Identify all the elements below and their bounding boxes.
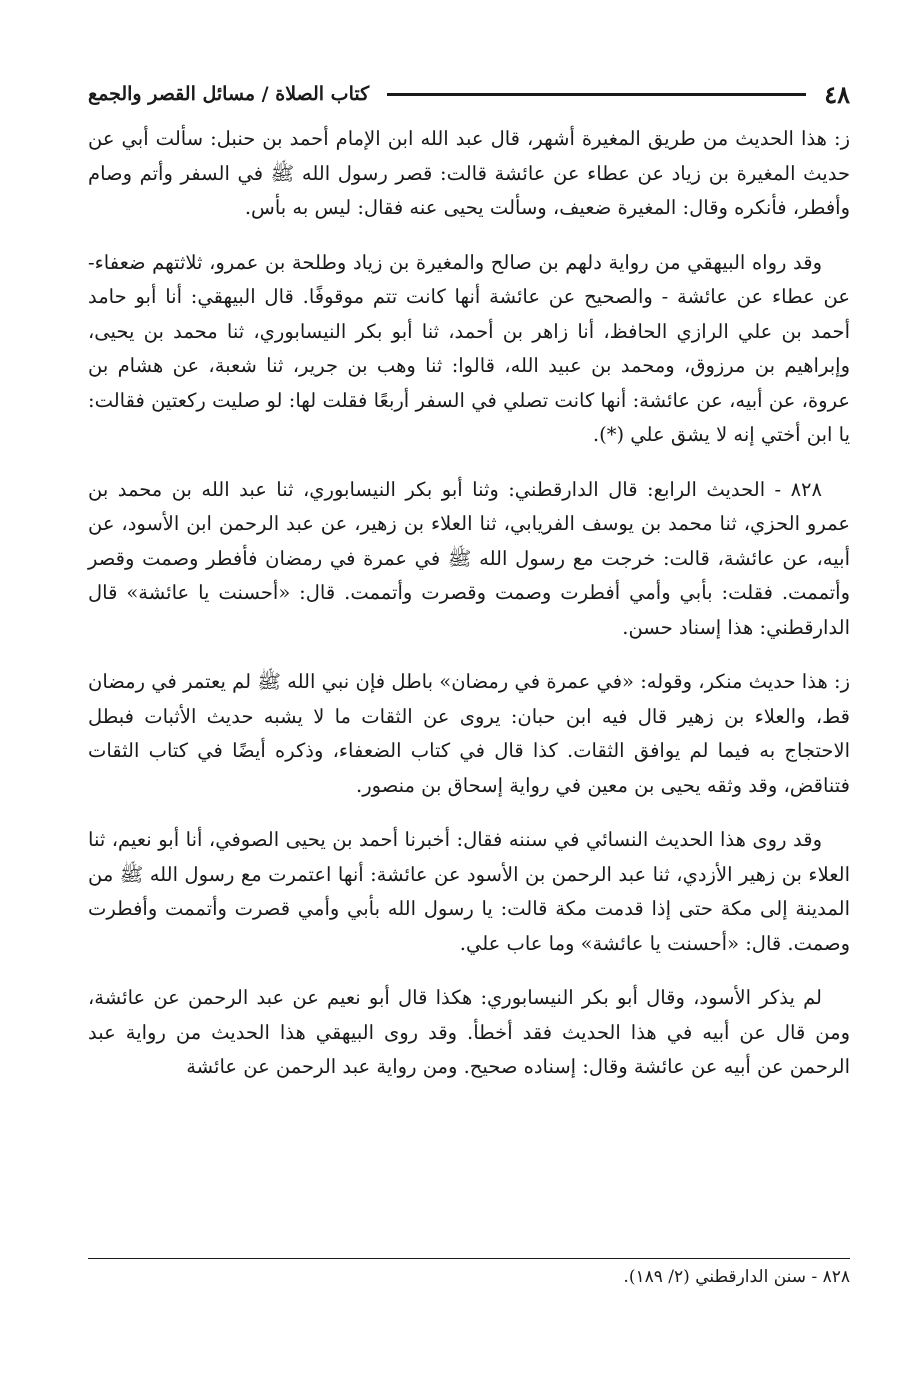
page-number: ٤٨: [824, 79, 850, 109]
footnote: ٨٢٨ - سنن الدارقطني (٢/ ١٨٩).: [623, 1267, 850, 1287]
book-title: كتاب الصلاة / مسائل القصر والجمع: [88, 83, 370, 105]
paragraph: وقد روى هذا الحديث النسائي في سننه فقال: أخبرنا أحمد بن يحيى الصوفي، أنا أبو نعيم، ثنا العلاء بن زهير الأزدي، ثنا عبد الرحمن بن الأسود عن عائشة: أنها اعتمرت مع رسول الله ﷺ من المدينة إلى مكة حتى إذا قدمت مكة قالت: يا رسول الله بأبي وأمي قصرت وأتممت وأفطرت وصمت. قال: «أحسنت يا عائشة» وما عاب علي.: [88, 828, 850, 955]
header-rule: [387, 93, 806, 96]
body-text: [88, 122, 850, 1085]
footnote-rule: [88, 1258, 850, 1259]
paragraph: ز: هذا الحديث من طريق المغيرة أشهر، قال عبد الله ابن الإمام أحمد بن حنبل: سألت أبي عن حديث المغيرة بن زياد عن عطاء عن عائشة قالت: قصر رسول الله ﷺ في السفر وأتم وصام وأفطر، فأنكره وقال: المغيرة ضعيف، وسألت يحيى عنه فقال: ليس به بأس.: [88, 127, 850, 219]
paragraph: وقد رواه البيهقي من رواية دلهم بن صالح والمغيرة بن زياد وطلحة بن عمرو، ثلاثتهم ضعفاء- عن عطاء عن عائشة - والصحيح عن عائشة أنها كانت تتم موقوفًا. قال البيهقي: أنا أبو حامد أحمد بن علي الرازي الحافظ، أنا زاهر بن أحمد، ثنا أبو بكر النيسابوري، ثنا محمد بن يحيى، وإبراهيم بن مرزوق، ومحمد بن عبيد الله، قالوا: ثنا وهب بن جرير، ثنا شعبة، عن هشام بن عروة، عن أبيه، عن عائشة: أنها كانت تصلي في السفر أربعًا فقلت لها: لو صليت ركعتين فقالت: يا ابن أختي إنه لا يشق علي (*).: [88, 250, 850, 446]
running-header: [88, 74, 850, 114]
paragraph: لم يذكر الأسود، وقال أبو بكر النيسابوري: هكذا قال أبو نعيم عن عبد الرحمن عن عائشة، ومن قال عن أبيه في هذا الحديث فقد أخطأ. وقد روى البيهقي هذا الحديث من رواية عبد الرحمن عن أبيه عن عائشة وقال: إسناده صحيح. ومن رواية عبد الرحمن عن عائشة: [88, 986, 850, 1078]
paragraph: ز: هذا حديث منكر، وقوله: «في عمرة في رمضان» باطل فإن نبي الله ﷺ لم يعتمر في رمضان قط، والعلاء بن زهير قال فيه ابن حبان: يروى عن الثقات ما لا يشبه حديث الأثبات فبطل الاحتجاج به فيما لم يوافق الثقات. كذا قال في كتاب الضعفاء، وذكره أيضًا في كتاب الثقات فتناقض، وقد وثقه يحيى بن معين في رواية إسحاق بن منصور.: [88, 670, 850, 797]
paragraph: ٨٢٨ - الحديث الرابع: قال الدارقطني: وثنا أبو بكر النيسابوري، ثنا عبد الله بن محمد بن عمرو الحزي، ثنا محمد بن يوسف الفريابي، ثنا العلاء بن زهير، عن عبد الرحمن ابن الأسود، عن أبيه، عن عائشة، قالت: خرجت مع رسول الله ﷺ في عمرة في رمضان فأفطر وصمت وقصر وأتممت. فقلت: بأبي وأمي أفطرت وصمت وقصرت وأتممت. قال: «أحسنت يا عائشة» قال الدارقطني: هذا إسناد حسن.: [88, 477, 850, 639]
